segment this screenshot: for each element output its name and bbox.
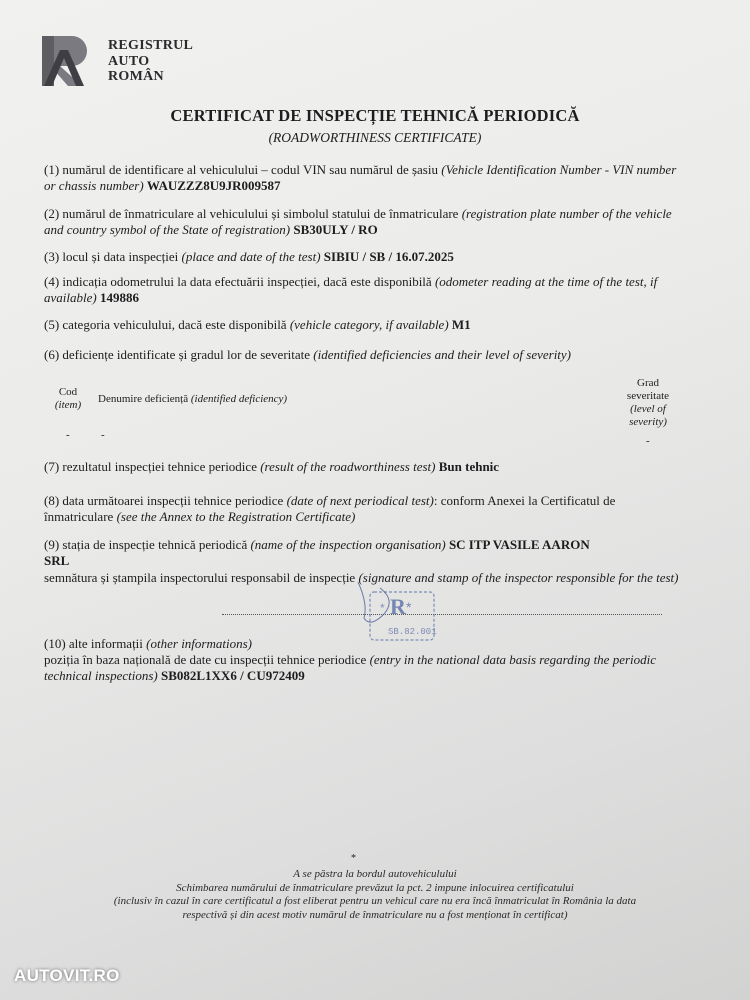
field-label-en: (entry in the national data basis regarding the periodic technical inspections) (44, 652, 657, 683)
field-vin (44, 162, 684, 194)
field-plate (44, 206, 684, 238)
col-header-text: Grad (637, 377, 659, 389)
field-label: (5) categoria vehiculului, dacă este disponibilă (44, 317, 290, 332)
rar-logo-icon (38, 32, 96, 90)
col-header-deficiency (98, 393, 287, 406)
org-name-line: ROMÂN (108, 69, 164, 84)
database-entry-value: SB082L1XX6 / CU972409 (160, 668, 305, 683)
footer-notes (40, 868, 710, 922)
col-header-text-en: (level of (630, 403, 666, 415)
svg-text:*: * (406, 599, 412, 615)
field-label: poziția în baza națională de date cu inspecții tehnice periodice (44, 652, 370, 667)
col-header-text: severitate (626, 390, 670, 402)
odometer-value: 149886 (99, 290, 139, 305)
field-label-en: (name of the inspection organisation) (250, 537, 446, 552)
category-value: M1 (451, 317, 471, 332)
vin-value: WAUZZZ8U9JR009587 (146, 178, 281, 193)
field-station (44, 537, 684, 569)
field-place-date (44, 249, 684, 265)
document-title: CERTIFICAT DE INSPECȚIE TEHNICĂ PERIODICĂ (170, 106, 580, 125)
field-label: (8) data următoarei inspecții tehnice periodice (44, 493, 287, 508)
footer-line: respectivă și din acest motiv numărul de înmatriculare nu a fost menționat în certificat) (182, 908, 568, 921)
field-label: (3) locul și data inspecției (44, 249, 182, 264)
col-header-text: Cod (58, 386, 78, 398)
field-label-en: (result of the roadworthiness test) (260, 459, 436, 474)
empty-severity-cell: - (646, 435, 650, 447)
station-value: SC ITP VASILE AARON (448, 537, 590, 552)
signature-line (222, 614, 662, 615)
field-next-test (44, 493, 684, 525)
result-value: Bun tehnic (438, 459, 500, 474)
document-subtitle: (ROADWORTHINESS CERTIFICATE) (268, 130, 482, 145)
field-label-en: (place and date of the test) (181, 249, 321, 264)
org-name-line: REGISTRUL (108, 38, 194, 53)
field-label: (1) numărul de identificare al vehiculului – codul VIN sau numărul de șasiu (44, 162, 442, 177)
svg-text:*: * (380, 601, 385, 615)
col-header-text-en: (item) (54, 399, 82, 411)
field-odometer (44, 274, 684, 306)
field-category (44, 317, 684, 333)
field-label-en: (signature and stamp of the inspector responsible for the test) (358, 570, 679, 585)
col-header-text-en: severity) (629, 416, 667, 428)
col-header-text-en: (identified deficiency) (190, 393, 288, 405)
inspector-stamp-icon (340, 574, 440, 644)
footer-line: A se păstra la bordul autovehiculului (293, 868, 457, 880)
field-label: semnătura și ștampila inspectorului responsabil de inspecție (44, 570, 359, 585)
field-label: (6) deficiențe identificate și gradul lor de severitate (44, 347, 314, 362)
place-date-value: SIBIU / SB / 16.07.2025 (323, 249, 454, 264)
empty-deficiency-cell: - (101, 429, 105, 441)
field-deficiencies (44, 347, 684, 363)
field-label: (4) indicația odometrului la data efectuării inspecției, dacă este disponibilă (44, 274, 435, 289)
field-label-en: (registration plate number of the vehicle and country symbol of the State of registration) (44, 206, 672, 237)
plate-value: SB30ULY / RO (293, 222, 378, 237)
field-label: (10) alte informații (44, 636, 147, 651)
col-header-text: Denumire deficiență (98, 393, 191, 405)
col-header-severity (618, 377, 678, 429)
field-label: (2) numărul de înmatriculare al vehiculului și simbolul statului de înmatriculare (44, 206, 462, 221)
field-label-en: (date of next periodical test) (286, 493, 434, 508)
stamp-mark: R (390, 594, 406, 619)
field-other (44, 636, 684, 684)
autovit-watermark: AUTOVIT.RO (14, 966, 120, 985)
field-label-en: (identified deficiencies and their level of severity) (313, 347, 572, 362)
col-header-code (50, 386, 86, 412)
field-label-en: (other informations) (146, 636, 252, 651)
footer-line: Schimbarea numărului de înmatriculare prevăzut la pct. 2 impune inlocuirea certificatului (176, 881, 574, 894)
stamp-code: SB.82.001 (388, 627, 437, 637)
next-test-value-en: (see the Annex to the Registration Certificate) (116, 509, 356, 524)
field-result (44, 459, 684, 475)
org-name-line: AUTO (108, 53, 150, 69)
field-label: (7) rezultatul inspecției tehnice periodice (44, 459, 261, 474)
field-label: (9) stația de inspecție tehnică periodică (44, 537, 251, 552)
footer-line: (inclusiv în cazul în care certificatul a fost eliberat pentru un vehicul care nu era încă înmatriculat în România la data (113, 895, 637, 907)
field-label-en: (vehicle category, if available) (289, 317, 449, 332)
field-label-en: (odometer reading at the time of the test, if available) (44, 274, 658, 305)
footer-star: * (351, 853, 356, 864)
station-value-line2: SRL (44, 553, 70, 568)
org-name (108, 38, 193, 85)
field-label-en: (Vehicle Identification Number - VIN number or chassis number) (44, 162, 677, 193)
empty-code-cell: - (66, 429, 70, 441)
next-test-value: : conform Anexei la Certificatul de înmatriculare (44, 493, 616, 524)
